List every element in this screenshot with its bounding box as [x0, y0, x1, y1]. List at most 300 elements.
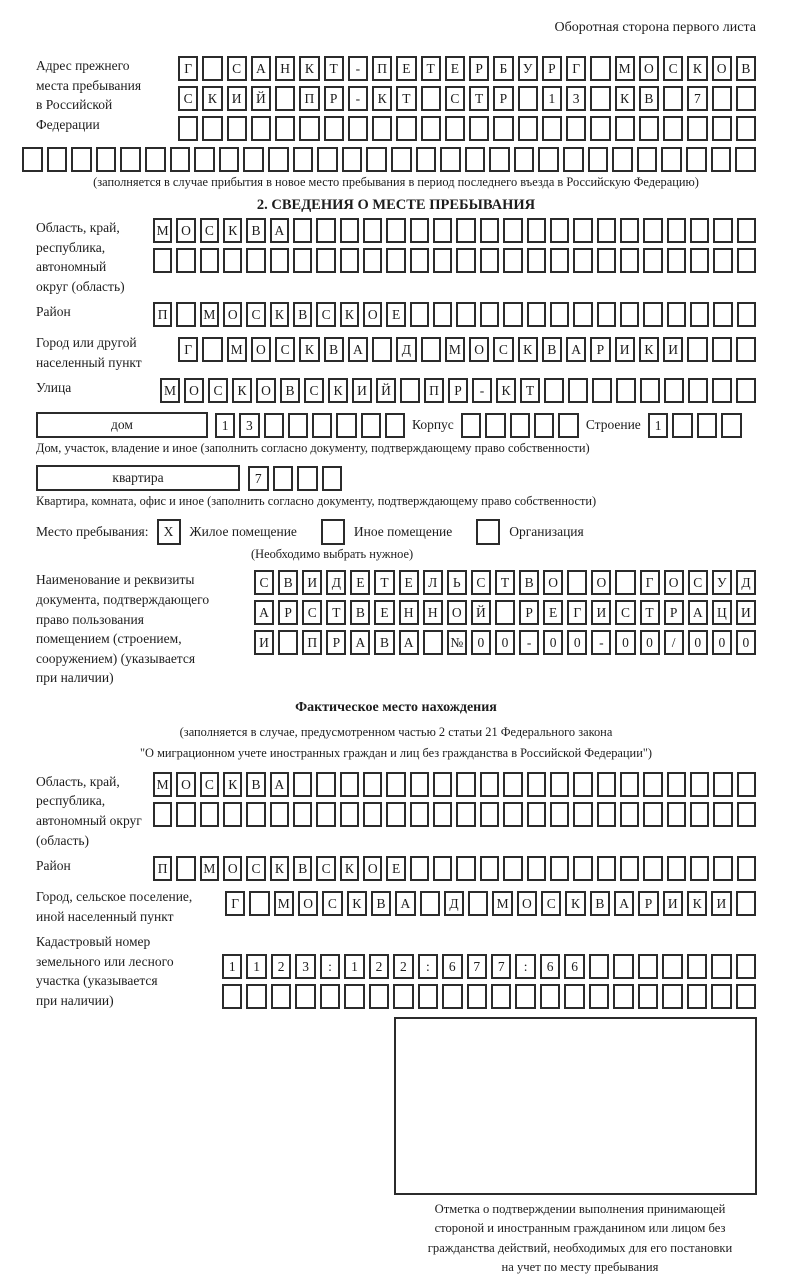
char-box[interactable]	[667, 302, 686, 327]
char-box[interactable]: 1	[344, 954, 364, 979]
char-box[interactable]	[514, 147, 535, 172]
char-box[interactable]: Д	[736, 570, 756, 595]
char-box[interactable]	[711, 954, 731, 979]
checkbox-other-premises[interactable]	[321, 519, 345, 545]
char-box[interactable]: Т	[374, 570, 394, 595]
char-box[interactable]: В	[293, 856, 312, 881]
char-box[interactable]: И	[711, 891, 731, 916]
char-box[interactable]: С	[445, 86, 465, 111]
char-box[interactable]	[686, 147, 707, 172]
char-box[interactable]	[638, 984, 658, 1009]
char-box[interactable]	[273, 466, 294, 491]
char-box[interactable]	[433, 856, 452, 881]
char-box[interactable]	[620, 856, 639, 881]
char-box[interactable]	[421, 116, 441, 141]
char-box[interactable]	[736, 378, 756, 403]
char-box[interactable]	[317, 147, 338, 172]
char-box[interactable]: И	[227, 86, 247, 111]
char-box[interactable]	[713, 802, 732, 827]
char-box[interactable]	[643, 248, 662, 273]
char-box[interactable]: Р	[590, 337, 610, 362]
char-box[interactable]	[288, 413, 308, 438]
char-box[interactable]: Р	[493, 86, 513, 111]
char-box[interactable]: -	[348, 86, 368, 111]
char-box[interactable]	[480, 248, 499, 273]
char-box[interactable]	[278, 630, 298, 655]
char-box[interactable]	[643, 302, 662, 327]
char-box[interactable]: А	[614, 891, 634, 916]
char-box[interactable]	[264, 413, 284, 438]
char-box[interactable]	[293, 802, 312, 827]
char-box[interactable]: Й	[376, 378, 396, 403]
char-box[interactable]	[550, 802, 569, 827]
char-box[interactable]	[361, 413, 381, 438]
char-box[interactable]: Т	[326, 600, 346, 625]
char-box[interactable]	[420, 891, 440, 916]
char-box[interactable]: И	[663, 891, 683, 916]
char-box[interactable]	[297, 466, 318, 491]
char-box[interactable]	[597, 248, 616, 273]
char-box[interactable]	[620, 772, 639, 797]
char-box[interactable]	[480, 772, 499, 797]
char-box[interactable]	[662, 984, 682, 1009]
char-box[interactable]: :	[320, 954, 340, 979]
char-box[interactable]: Б	[493, 56, 513, 81]
char-box[interactable]: А	[270, 218, 289, 243]
char-box[interactable]: Н	[275, 56, 295, 81]
char-box[interactable]	[503, 856, 522, 881]
char-box[interactable]	[736, 86, 756, 111]
char-box[interactable]	[573, 772, 592, 797]
char-box[interactable]: Г	[640, 570, 660, 595]
char-box[interactable]: 6	[564, 954, 584, 979]
char-box[interactable]	[293, 772, 312, 797]
char-box[interactable]	[246, 248, 265, 273]
char-box[interactable]	[736, 984, 756, 1009]
char-box[interactable]	[176, 302, 195, 327]
char-box[interactable]	[363, 248, 382, 273]
char-box[interactable]	[176, 802, 195, 827]
char-box[interactable]	[275, 116, 295, 141]
char-box[interactable]	[324, 116, 344, 141]
char-box[interactable]: -	[472, 378, 492, 403]
char-box[interactable]	[568, 378, 588, 403]
char-box[interactable]	[597, 856, 616, 881]
char-box[interactable]: М	[160, 378, 180, 403]
char-box[interactable]: А	[399, 630, 419, 655]
char-box[interactable]: Р	[448, 378, 468, 403]
char-box[interactable]	[489, 147, 510, 172]
char-box[interactable]	[712, 86, 732, 111]
char-box[interactable]	[661, 147, 682, 172]
char-box[interactable]: Е	[386, 856, 405, 881]
char-box[interactable]: С	[615, 600, 635, 625]
char-box[interactable]	[550, 218, 569, 243]
char-box[interactable]	[667, 218, 686, 243]
char-box[interactable]: К	[565, 891, 585, 916]
char-box[interactable]	[293, 218, 312, 243]
char-box[interactable]	[612, 147, 633, 172]
char-box[interactable]	[363, 772, 382, 797]
char-box[interactable]: О	[251, 337, 271, 362]
char-box[interactable]: 3	[295, 954, 315, 979]
char-box[interactable]: К	[223, 218, 242, 243]
char-box[interactable]: Р	[542, 56, 562, 81]
char-box[interactable]	[690, 248, 709, 273]
char-box[interactable]	[566, 116, 586, 141]
char-box[interactable]: О	[664, 570, 684, 595]
char-box[interactable]: Д	[396, 337, 416, 362]
char-box[interactable]: В	[519, 570, 539, 595]
char-box[interactable]	[687, 116, 707, 141]
char-box[interactable]	[550, 772, 569, 797]
char-box[interactable]	[711, 147, 732, 172]
char-box[interactable]: 1	[542, 86, 562, 111]
char-box[interactable]: 0	[567, 630, 587, 655]
char-box[interactable]	[737, 218, 756, 243]
char-box[interactable]: О	[363, 856, 382, 881]
char-box[interactable]	[433, 302, 452, 327]
char-box[interactable]: 1	[246, 954, 266, 979]
char-box[interactable]	[589, 954, 609, 979]
char-box[interactable]	[456, 856, 475, 881]
char-box[interactable]	[620, 218, 639, 243]
char-box[interactable]: И	[615, 337, 635, 362]
char-box[interactable]: О	[447, 600, 467, 625]
char-box[interactable]: П	[372, 56, 392, 81]
char-box[interactable]	[518, 86, 538, 111]
char-box[interactable]: И	[254, 630, 274, 655]
char-box[interactable]: Е	[350, 570, 370, 595]
char-box[interactable]: Р	[326, 630, 346, 655]
char-box[interactable]	[735, 147, 756, 172]
char-box[interactable]	[567, 570, 587, 595]
char-box[interactable]	[271, 984, 291, 1009]
char-box[interactable]	[363, 802, 382, 827]
char-box[interactable]	[713, 248, 732, 273]
char-box[interactable]	[667, 856, 686, 881]
char-box[interactable]: Е	[396, 56, 416, 81]
char-box[interactable]: Е	[543, 600, 563, 625]
char-box[interactable]	[711, 984, 731, 1009]
char-box[interactable]	[348, 116, 368, 141]
char-box[interactable]: Р	[278, 600, 298, 625]
char-box[interactable]	[202, 337, 222, 362]
char-box[interactable]: С	[208, 378, 228, 403]
char-box[interactable]: 6	[540, 954, 560, 979]
char-box[interactable]: Т	[469, 86, 489, 111]
char-box[interactable]	[597, 218, 616, 243]
char-box[interactable]: Е	[445, 56, 465, 81]
char-box[interactable]	[433, 218, 452, 243]
char-box[interactable]	[320, 984, 340, 1009]
char-box[interactable]: 2	[393, 954, 413, 979]
char-box[interactable]	[433, 248, 452, 273]
char-box[interactable]: В	[374, 630, 394, 655]
char-box[interactable]: С	[304, 378, 324, 403]
char-box[interactable]: С	[178, 86, 198, 111]
char-box[interactable]	[493, 116, 513, 141]
char-box[interactable]: О	[184, 378, 204, 403]
char-box[interactable]: П	[153, 302, 172, 327]
char-box[interactable]: К	[340, 302, 359, 327]
char-box[interactable]: П	[424, 378, 444, 403]
char-box[interactable]	[667, 772, 686, 797]
char-box[interactable]	[312, 413, 332, 438]
char-box[interactable]	[620, 802, 639, 827]
char-box[interactable]: Т	[495, 570, 515, 595]
char-box[interactable]	[468, 891, 488, 916]
char-box[interactable]: М	[200, 856, 219, 881]
char-box[interactable]: О	[298, 891, 318, 916]
char-box[interactable]	[663, 116, 683, 141]
char-box[interactable]: 0	[495, 630, 515, 655]
char-box[interactable]	[503, 218, 522, 243]
char-box[interactable]	[590, 56, 610, 81]
char-box[interactable]	[672, 413, 693, 438]
char-box[interactable]	[615, 116, 635, 141]
char-box[interactable]: И	[591, 600, 611, 625]
char-box[interactable]	[410, 302, 429, 327]
char-box[interactable]	[47, 147, 68, 172]
char-box[interactable]: А	[688, 600, 708, 625]
char-box[interactable]: Р	[664, 600, 684, 625]
char-box[interactable]: Й	[251, 86, 271, 111]
char-box[interactable]: 1	[215, 413, 235, 438]
char-box[interactable]	[690, 802, 709, 827]
char-box[interactable]: С	[541, 891, 561, 916]
char-box[interactable]	[687, 337, 707, 362]
char-box[interactable]: О	[256, 378, 276, 403]
char-box[interactable]: 0	[640, 630, 660, 655]
char-box[interactable]	[400, 378, 420, 403]
char-box[interactable]	[386, 802, 405, 827]
char-box[interactable]	[515, 984, 535, 1009]
char-box[interactable]: К	[518, 337, 538, 362]
char-box[interactable]: 0	[688, 630, 708, 655]
char-box[interactable]	[293, 248, 312, 273]
char-box[interactable]: К	[687, 891, 707, 916]
char-box[interactable]: Л	[423, 570, 443, 595]
char-box[interactable]	[690, 218, 709, 243]
char-box[interactable]	[178, 116, 198, 141]
char-box[interactable]: М	[227, 337, 247, 362]
char-box[interactable]	[433, 802, 452, 827]
char-box[interactable]: 1	[222, 954, 242, 979]
char-box[interactable]	[170, 147, 191, 172]
char-box[interactable]	[342, 147, 363, 172]
char-box[interactable]: С	[246, 856, 265, 881]
char-box[interactable]	[518, 116, 538, 141]
checkbox-residential-premises[interactable]: X	[157, 519, 181, 545]
char-box[interactable]: Р	[469, 56, 489, 81]
char-box[interactable]: Н	[399, 600, 419, 625]
char-box[interactable]	[527, 302, 546, 327]
char-box[interactable]	[299, 116, 319, 141]
char-box[interactable]: В	[639, 86, 659, 111]
char-box[interactable]	[456, 302, 475, 327]
char-box[interactable]	[194, 147, 215, 172]
char-box[interactable]	[713, 218, 732, 243]
char-box[interactable]	[737, 856, 756, 881]
char-box[interactable]	[643, 772, 662, 797]
char-box[interactable]	[386, 772, 405, 797]
char-box[interactable]: С	[246, 302, 265, 327]
char-box[interactable]	[480, 302, 499, 327]
char-box[interactable]: С	[200, 772, 219, 797]
char-box[interactable]	[544, 378, 564, 403]
char-box[interactable]	[456, 218, 475, 243]
char-box[interactable]: О	[591, 570, 611, 595]
char-box[interactable]: М	[274, 891, 294, 916]
char-box[interactable]: Т	[396, 86, 416, 111]
char-box[interactable]: М	[153, 772, 172, 797]
char-box[interactable]	[200, 802, 219, 827]
char-box[interactable]	[643, 802, 662, 827]
char-box[interactable]	[542, 116, 562, 141]
char-box[interactable]	[550, 302, 569, 327]
char-box[interactable]	[616, 378, 636, 403]
char-box[interactable]	[503, 772, 522, 797]
char-box[interactable]	[592, 378, 612, 403]
char-box[interactable]	[372, 116, 392, 141]
char-box[interactable]	[410, 772, 429, 797]
char-box[interactable]: С	[227, 56, 247, 81]
char-box[interactable]: Е	[399, 570, 419, 595]
char-box[interactable]: В	[293, 302, 312, 327]
char-box[interactable]	[643, 856, 662, 881]
char-box[interactable]	[690, 856, 709, 881]
char-box[interactable]	[485, 413, 505, 438]
char-box[interactable]	[251, 116, 271, 141]
char-box[interactable]: -	[519, 630, 539, 655]
char-box[interactable]	[480, 218, 499, 243]
char-box[interactable]	[713, 772, 732, 797]
char-box[interactable]	[467, 984, 487, 1009]
char-box[interactable]: 6	[442, 954, 462, 979]
char-box[interactable]	[712, 378, 732, 403]
char-box[interactable]	[421, 86, 441, 111]
char-box[interactable]	[503, 802, 522, 827]
char-box[interactable]: В	[590, 891, 610, 916]
char-box[interactable]: Р	[638, 891, 658, 916]
char-box[interactable]: В	[280, 378, 300, 403]
char-box[interactable]	[736, 954, 756, 979]
char-box[interactable]: К	[202, 86, 222, 111]
checkbox-organization[interactable]	[476, 519, 500, 545]
char-box[interactable]: Ц	[712, 600, 732, 625]
char-box[interactable]	[620, 302, 639, 327]
char-box[interactable]	[22, 147, 43, 172]
char-box[interactable]	[461, 413, 481, 438]
char-box[interactable]: Т	[520, 378, 540, 403]
char-box[interactable]	[713, 856, 732, 881]
char-box[interactable]: О	[176, 772, 195, 797]
char-box[interactable]: Г	[566, 56, 586, 81]
char-box[interactable]	[713, 302, 732, 327]
char-box[interactable]	[391, 147, 412, 172]
char-box[interactable]	[219, 147, 240, 172]
char-box[interactable]	[295, 984, 315, 1009]
char-box[interactable]	[340, 218, 359, 243]
char-box[interactable]	[322, 466, 343, 491]
char-box[interactable]: О	[639, 56, 659, 81]
char-box[interactable]	[270, 248, 289, 273]
char-box[interactable]	[690, 772, 709, 797]
char-box[interactable]	[712, 116, 732, 141]
char-box[interactable]: -	[591, 630, 611, 655]
char-box[interactable]: Г	[178, 337, 198, 362]
char-box[interactable]: Е	[386, 302, 405, 327]
char-box[interactable]: С	[275, 337, 295, 362]
char-box[interactable]	[340, 772, 359, 797]
char-box[interactable]	[615, 570, 635, 595]
char-box[interactable]	[590, 116, 610, 141]
char-box[interactable]	[573, 802, 592, 827]
char-box[interactable]: В	[246, 772, 265, 797]
char-box[interactable]	[433, 772, 452, 797]
char-box[interactable]	[613, 984, 633, 1009]
char-box[interactable]	[465, 147, 486, 172]
char-box[interactable]	[243, 147, 264, 172]
char-box[interactable]: В	[736, 56, 756, 81]
char-box[interactable]	[664, 378, 684, 403]
char-box[interactable]	[564, 984, 584, 1009]
char-box[interactable]	[573, 218, 592, 243]
char-box[interactable]: Т	[324, 56, 344, 81]
char-box[interactable]	[456, 802, 475, 827]
char-box[interactable]: А	[270, 772, 289, 797]
char-box[interactable]: В	[371, 891, 391, 916]
char-box[interactable]	[527, 772, 546, 797]
char-box[interactable]: Р	[324, 86, 344, 111]
char-box[interactable]: П	[302, 630, 322, 655]
char-box[interactable]: №	[447, 630, 467, 655]
char-box[interactable]: А	[395, 891, 415, 916]
char-box[interactable]: М	[492, 891, 512, 916]
char-box[interactable]	[736, 891, 756, 916]
char-box[interactable]: П	[153, 856, 172, 881]
char-box[interactable]: 0	[543, 630, 563, 655]
char-box[interactable]: К	[347, 891, 367, 916]
char-box[interactable]: С	[322, 891, 342, 916]
char-box[interactable]: К	[270, 302, 289, 327]
char-box[interactable]: О	[712, 56, 732, 81]
char-box[interactable]	[153, 248, 172, 273]
char-box[interactable]	[538, 147, 559, 172]
char-box[interactable]: К	[299, 337, 319, 362]
char-box[interactable]: К	[223, 772, 242, 797]
char-box[interactable]	[573, 302, 592, 327]
char-box[interactable]	[336, 413, 356, 438]
char-box[interactable]	[246, 802, 265, 827]
char-box[interactable]	[527, 248, 546, 273]
char-box[interactable]: К	[615, 86, 635, 111]
char-box[interactable]	[363, 218, 382, 243]
char-box[interactable]: 0	[712, 630, 732, 655]
char-box[interactable]	[223, 248, 242, 273]
char-box[interactable]	[597, 802, 616, 827]
char-box[interactable]	[480, 856, 499, 881]
char-box[interactable]: Г	[178, 56, 198, 81]
char-box[interactable]: С	[688, 570, 708, 595]
char-box[interactable]	[410, 218, 429, 243]
char-box[interactable]	[590, 86, 610, 111]
char-box[interactable]: С	[471, 570, 491, 595]
char-box[interactable]: Т	[421, 56, 441, 81]
char-box[interactable]: 7	[248, 466, 269, 491]
char-box[interactable]: О	[223, 302, 242, 327]
